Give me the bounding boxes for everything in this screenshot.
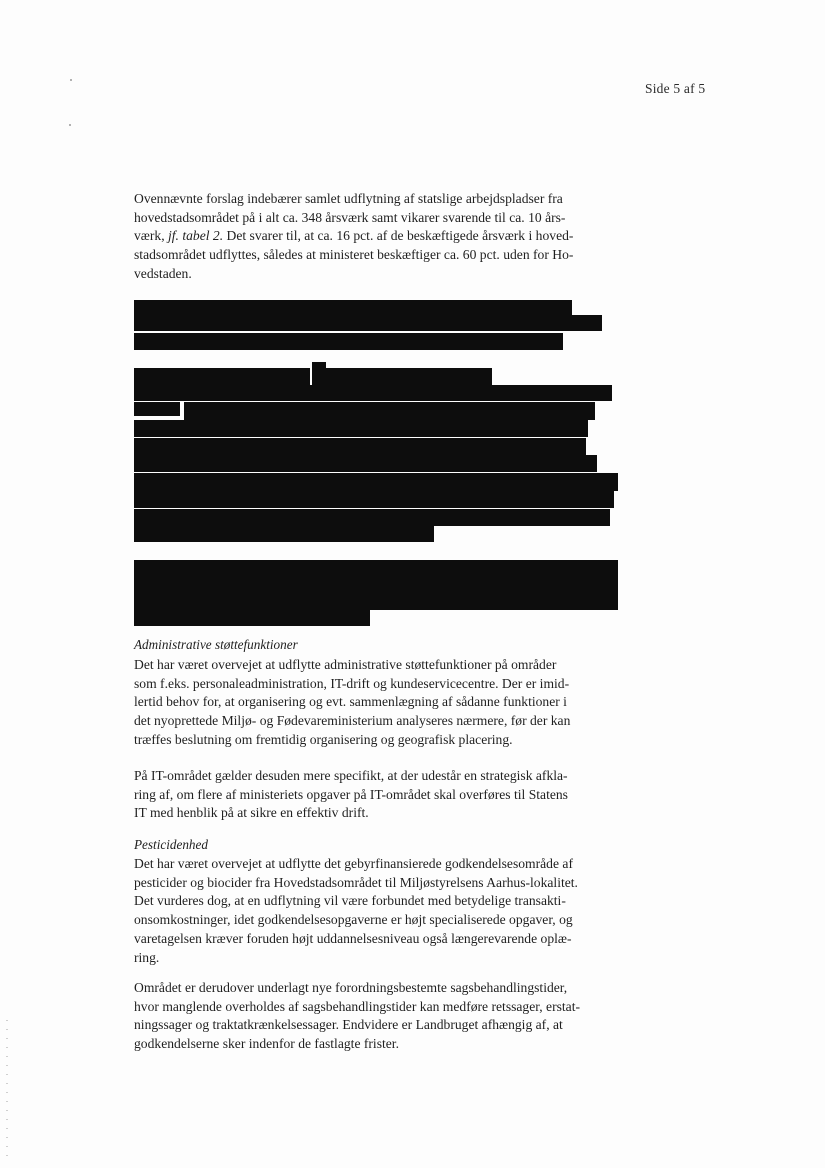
text-line: stadsområdet udflyttes, således at ministeret beskæftiger ca. 60 pct. uden for Ho-	[134, 247, 574, 263]
redaction-bar	[134, 315, 602, 331]
paragraph-pesticide	[134, 855, 624, 967]
redaction-bar	[134, 577, 618, 594]
page-number: Side 5 af 5	[645, 81, 706, 96]
redaction-bar	[134, 438, 586, 455]
redaction-bar	[134, 509, 610, 526]
redaction-bar	[312, 362, 326, 386]
scan-speck	[69, 124, 71, 126]
redaction-bar	[134, 473, 618, 491]
text-line: som f.eks. personaleadministration, IT-drift og kundeservicecentre. Der er imid-	[134, 675, 570, 691]
section-heading-pesticide: Pesticidenhed	[134, 837, 208, 852]
section-heading-administrative: Administrative støttefunktioner	[134, 637, 298, 652]
text-fragment: værk,	[134, 228, 168, 244]
text-fragment: Det svarer til, at ca. 16 pct. af de beskæftigede årsværk i hoved-	[223, 228, 574, 244]
scan-speck	[70, 79, 72, 81]
paragraph-relocation-summary	[134, 190, 624, 284]
text-line: godkendelserne sker indenfor de fastlagte frister.	[134, 1036, 399, 1052]
redaction-bar	[134, 526, 434, 542]
redaction-bar	[134, 368, 310, 385]
text-line: pesticider og biocider fra Hovedstadsområdet til Miljøstyrelsens Aarhus-lokalitet.	[134, 874, 578, 890]
text-line: Det har været overvejet at udflytte det gebyrfinansierede godkendelsesområde af	[134, 856, 573, 871]
text-line: ring af, om flere af ministeriets opgaver på IT-området skal overføres til Statens	[134, 786, 568, 802]
text-line: På IT-området gælder desuden mere specifikt, at der udestår en strategisk afkla-	[134, 768, 568, 783]
redaction-bar	[134, 333, 563, 350]
paragraph-regulation	[134, 979, 624, 1054]
text-line: træffes beslutning om fremtidig organisering og geografisk placering.	[134, 731, 513, 747]
redaction-bar	[184, 402, 595, 420]
text-line: ring.	[134, 949, 160, 965]
redaction-bar	[134, 491, 614, 508]
text-line: Det har været overvejet at udflytte administrative støttefunktioner på områder	[134, 657, 557, 672]
redaction-bar	[134, 300, 572, 315]
text-line: vedstaden.	[134, 265, 192, 281]
table-reference: jf. tabel 2.	[167, 228, 224, 244]
redaction-bar	[134, 594, 618, 610]
text-line	[134, 227, 624, 246]
text-line: ningssager og traktatkrænkelsessager. Endvidere er Landbruget afhængig af, at	[134, 1017, 563, 1033]
redaction-bar	[134, 402, 180, 416]
text-line: onsomkostninger, idet godkendelsesopgaverne er højt specialiserede opgaver, og	[134, 912, 573, 928]
text-line: IT med henblik på at sikre en effektiv drift.	[134, 805, 369, 821]
text-line: Det vurderes dog, at en udflytning vil være forbundet med betydelige transakti-	[134, 893, 566, 909]
scan-margin-dots	[6, 1020, 8, 1160]
redaction-bar	[326, 368, 492, 385]
text-line: hovedstadsområdet på i alt ca. 348 årsværk samt vikarer svarende til ca. 10 års-	[134, 209, 566, 225]
redaction-bar	[134, 385, 612, 401]
paragraph-administrative	[134, 656, 624, 750]
redaction-bar	[134, 455, 597, 472]
text-line: hvor manglende overholdes af sagsbehandlingstider kan medføre retssager, erstat-	[134, 998, 581, 1014]
text-line: Ovennævnte forslag indebærer samlet udflytning af statslige arbejdspladser fra	[134, 191, 563, 206]
text-line: det nyoprettede Miljø- og Fødevareministerium analyseres nærmere, før der kan	[134, 713, 571, 729]
redaction-bar	[134, 560, 618, 577]
paragraph-it-area	[134, 767, 624, 823]
text-line: lertid behov for, at organisering og evt. sammenlægning af sådanne funktioner i	[134, 694, 567, 710]
text-line: Området er derudover underlagt nye forordningsbestemte sagsbehandlingstider,	[134, 980, 568, 995]
redaction-bar	[134, 610, 370, 626]
redaction-bar	[134, 420, 588, 437]
text-line: varetagelsen kræver foruden højt uddannelsesniveau også længerevarende oplæ-	[134, 930, 572, 946]
